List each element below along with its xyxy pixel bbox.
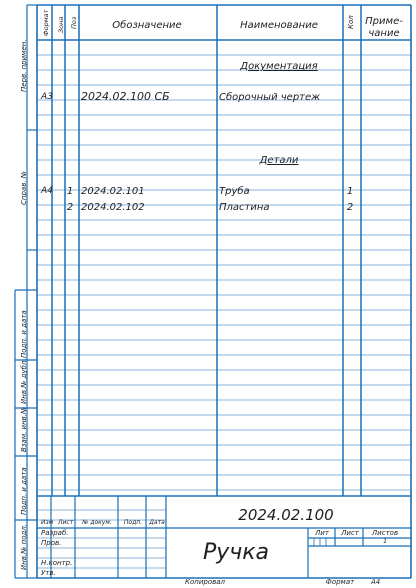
row-name: Сборочный чертеж: [219, 92, 321, 103]
col-data: Дата: [149, 519, 165, 526]
row-name: Труба: [219, 186, 250, 197]
title-block: [41, 506, 398, 577]
footer: [185, 578, 380, 586]
label-list: Лист: [341, 529, 359, 537]
section-title-documentation: Документация: [240, 61, 318, 72]
section-title-details: Детали: [259, 155, 299, 166]
label-podp-data-top: Подп. и дата: [20, 310, 28, 358]
row-format: А3: [41, 92, 53, 102]
col-izm: Изм: [41, 519, 54, 526]
label-perv-primen: Перв. примен.: [20, 39, 28, 92]
label-inv-podl: Инв.№ подл.: [20, 523, 28, 570]
label-inv-dubl: Инв.№ дубл.: [20, 358, 28, 404]
row-designation: 2024.02.102: [81, 202, 145, 213]
row-qty: 2: [346, 202, 354, 213]
label-podp-data-bottom: Подп. и дата: [20, 467, 28, 515]
label-utv: Утв.: [41, 569, 56, 577]
label-vzam-inv: Взам. инв.№: [20, 406, 28, 452]
col-podp: Подп.: [123, 519, 143, 526]
doc-code: 2024.02.100: [238, 506, 334, 524]
row-designation: 2024.02.100 СБ: [81, 90, 170, 103]
label-sprav-no: Справ. №: [20, 170, 28, 205]
listov-value: 1: [383, 538, 387, 545]
footer-format-value: А4: [371, 578, 381, 586]
row-format: А4: [41, 186, 53, 196]
header-zone: Зона: [57, 16, 65, 33]
footer-kopiroval: Копировал: [185, 578, 225, 586]
col-ndoc: № докум.: [82, 519, 112, 526]
label-razrab: Разраб.: [41, 529, 69, 537]
label-listov: Листов: [371, 529, 399, 537]
table-header: [42, 9, 403, 39]
header-name: Наименование: [240, 20, 318, 31]
footer-format-label: Формат: [325, 578, 355, 586]
row-pos: 2: [66, 202, 74, 213]
row-designation: 2024.02.101: [81, 186, 145, 197]
header-qty: Кол: [347, 15, 355, 29]
header-format: Формат: [42, 9, 50, 36]
col-list: Лист: [58, 519, 74, 526]
drawing-frame: [15, 5, 411, 578]
header-designation: Обозначение: [112, 20, 182, 31]
label-prov: Пров.: [41, 539, 62, 547]
header-note-line2: чание: [368, 28, 400, 39]
title: Ручка: [202, 540, 270, 565]
row-name: Пластина: [219, 202, 270, 213]
header-pos: Поз: [70, 16, 78, 29]
row-pos: 1: [66, 186, 74, 197]
header-note-line1: Приме-: [365, 16, 403, 27]
row-qty: 1: [346, 186, 354, 197]
label-n-kontr: Н.контр.: [41, 559, 73, 567]
label-lit: Лит: [315, 529, 329, 537]
